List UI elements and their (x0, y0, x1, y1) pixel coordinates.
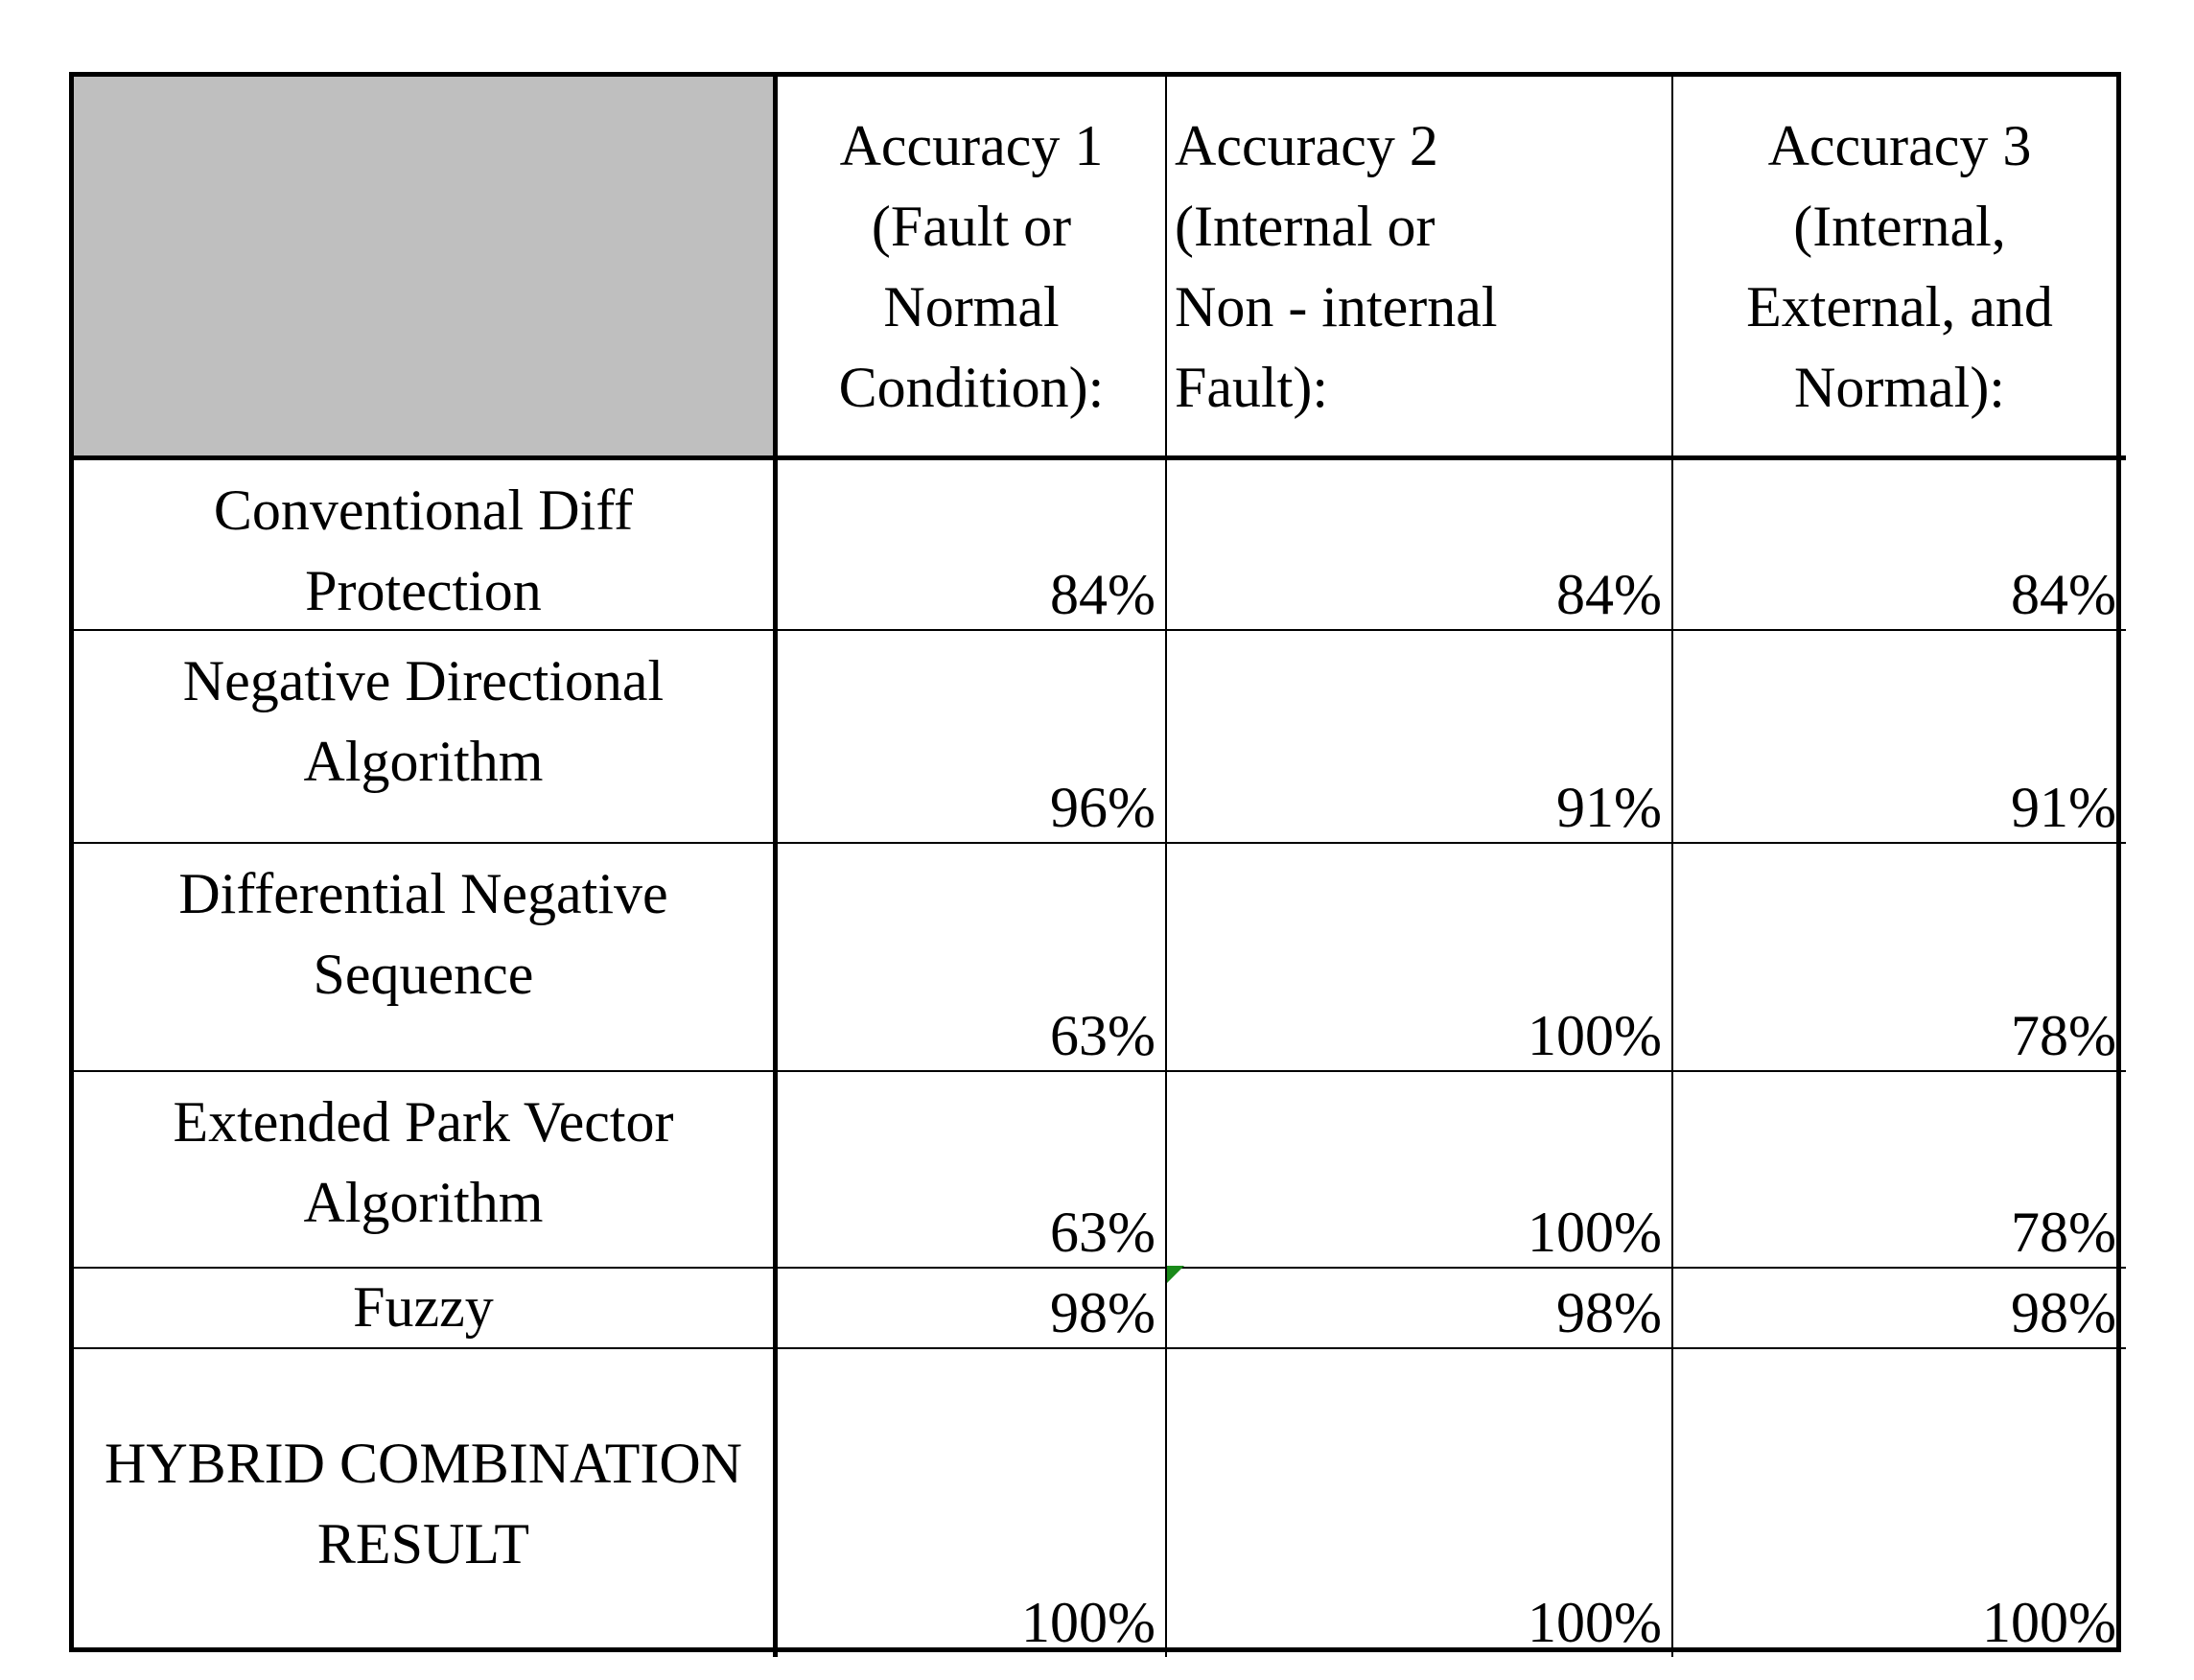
table-cell: 84% (778, 460, 1167, 631)
row-label-fuzzy: Fuzzy (74, 1269, 778, 1349)
row-label-negative-directional: Negative Directional Algorithm (74, 631, 778, 844)
table-cell: 91% (1167, 631, 1673, 844)
table-cell: 84% (1167, 460, 1673, 631)
row-label-differential-negative-sequence: Differential Negative Sequence (74, 844, 778, 1072)
table-cell: 63% (778, 1072, 1167, 1269)
table-cell: 100% (1167, 1072, 1673, 1269)
column-header-accuracy-1: Accuracy 1 (Fault or Normal Condition): (778, 77, 1167, 460)
table-cell: 100% (778, 1349, 1167, 1657)
corner-cell (74, 77, 778, 460)
table-cell: 63% (778, 844, 1167, 1072)
comment-marker-icon (1167, 1266, 1184, 1283)
table-cell: 96% (778, 631, 1167, 844)
row-label-hybrid-combination: HYBRID COMBINATION RESULT (74, 1349, 778, 1657)
table-cell: 100% (1167, 844, 1673, 1072)
row-label-extended-park-vector: Extended Park Vector Algorithm (74, 1072, 778, 1269)
table-cell: 78% (1673, 1072, 2126, 1269)
column-header-accuracy-3: Accuracy 3 (Internal, External, and Normal): (1673, 77, 2126, 460)
column-header-accuracy-2: Accuracy 2 (Internal or Non - internal Fault): (1167, 77, 1673, 460)
table-cell: 98% (1673, 1269, 2126, 1349)
row-label-conventional-diff: Conventional Diff Protection (74, 460, 778, 631)
table-cell: 84% (1673, 460, 2126, 631)
table-cell: 98% (778, 1269, 1167, 1349)
table-cell: 98% (1167, 1269, 1673, 1349)
table-cell: 91% (1673, 631, 2126, 844)
table-cell: 100% (1982, 1591, 2116, 1654)
table-cell: 78% (1673, 844, 2126, 1072)
accuracy-table (69, 72, 2121, 1652)
table-cell: 100% (1167, 1349, 1673, 1657)
